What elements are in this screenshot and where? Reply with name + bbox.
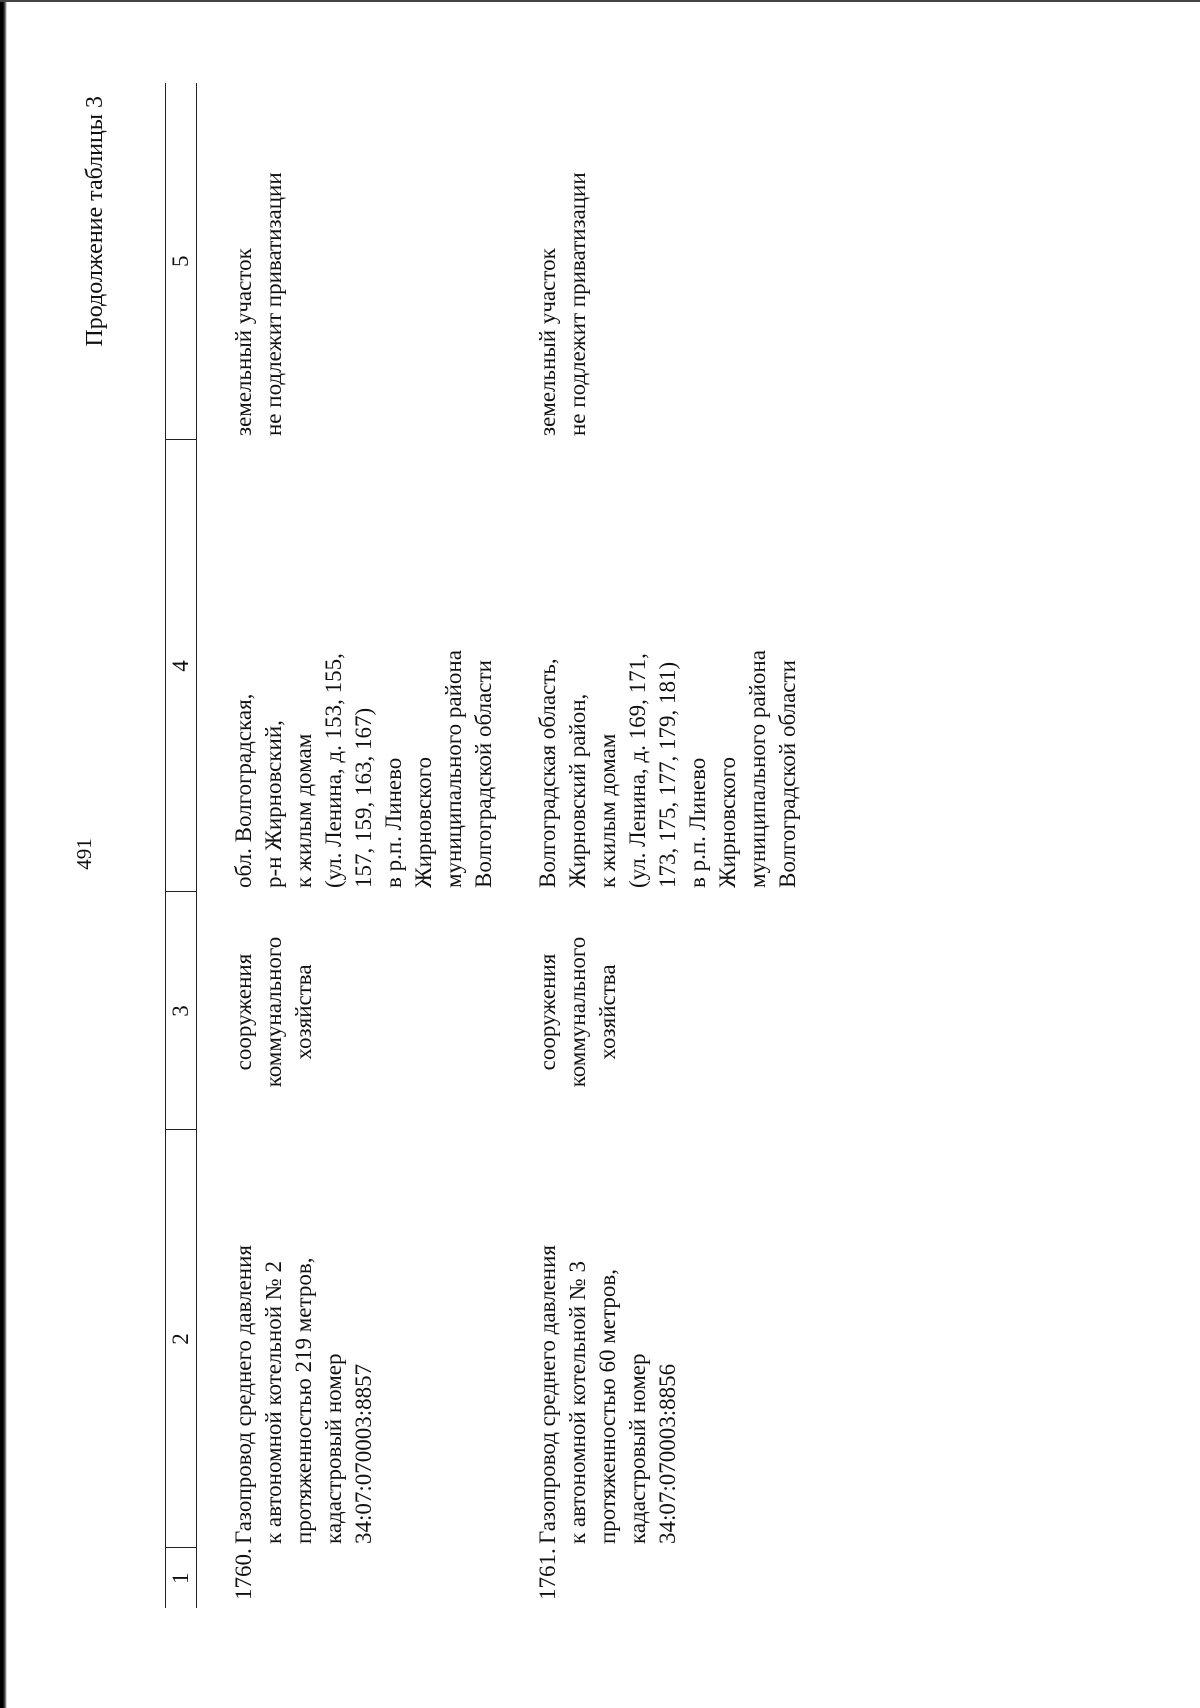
object-name-line: протяженностью 60 метров, (595, 1269, 620, 1544)
object-address-cell (499, 440, 803, 892)
object-category-line: сооружения (231, 953, 256, 1071)
header-col-1: 1 (166, 1548, 197, 1608)
object-name-line: кадастровый номер (625, 1353, 650, 1544)
object-address-line: муниципального района (441, 650, 466, 888)
object-address-line: Жирновский район, (565, 693, 590, 888)
object-address-line: р-н Жирновский, (261, 720, 286, 888)
header-col-2: 2 (166, 1130, 197, 1548)
object-note-line: не подлежит приватизации (565, 172, 590, 436)
object-address-line: 173, 175, 177, 179, 181) (655, 661, 680, 888)
object-name-line: 34:07:070003:8856 (655, 1363, 680, 1544)
object-note-line: не подлежит приватизации (261, 172, 286, 436)
row-number: 1761. (535, 1548, 560, 1600)
object-address-line: к жилым домам (595, 733, 620, 888)
object-address-line: Волгоградской области (471, 660, 496, 888)
object-name-line: 34:07:070003:8857 (351, 1363, 376, 1544)
object-category-cell (197, 892, 500, 1130)
object-name-cell (499, 1130, 803, 1548)
object-address-line: к жилым домам (291, 733, 316, 888)
row-number: 1760. (231, 1548, 256, 1600)
object-note-line: земельный участок (535, 248, 560, 436)
table-header-row (166, 83, 197, 1608)
object-name-line: Газопровод среднего давления (231, 1245, 256, 1544)
object-category-line: сооружения (535, 953, 560, 1071)
object-address-line: обл. Волгоградская, (231, 693, 256, 888)
object-address-line: муниципального района (745, 650, 770, 888)
object-address-line: (ул. Ленина, д. 153, 155, (321, 653, 346, 888)
table-row (197, 83, 500, 1608)
object-address-line: Жирновского (715, 756, 740, 888)
object-name-line: к автономной котельной № 3 (565, 1261, 590, 1544)
table-row (499, 83, 803, 1608)
object-address-line: (ул. Ленина, д. 169, 171, (625, 653, 650, 888)
object-category-cell (499, 892, 803, 1130)
object-name-line: протяженностью 219 метров, (291, 1257, 316, 1544)
object-category-line: коммунального (261, 936, 286, 1088)
object-address-line: Волгоградская область, (535, 658, 560, 888)
object-note-cell (499, 83, 803, 440)
object-address-line: в р.п. Линево (685, 757, 710, 888)
object-name-line: к автономной котельной № 2 (261, 1261, 286, 1544)
object-name-line: кадастровый номер (321, 1353, 346, 1544)
table-continuation-label: Продолжение таблицы 3 (82, 96, 108, 347)
object-address-line: Жирновского (411, 756, 436, 888)
object-category-line: хозяйства (291, 964, 316, 1060)
header-col-5: 5 (166, 83, 197, 440)
object-category-line: хозяйства (595, 964, 620, 1060)
object-note-line: земельный участок (231, 248, 256, 436)
object-address-cell (197, 440, 500, 892)
header-col-3: 3 (166, 892, 197, 1130)
object-address-line: в р.п. Линево (381, 757, 406, 888)
property-table (165, 83, 803, 1608)
object-category-line: коммунального (565, 936, 590, 1088)
header-col-4: 4 (166, 440, 197, 892)
object-name-line: Газопровод среднего давления (535, 1245, 560, 1544)
object-address-line: Волгоградской области (775, 660, 800, 888)
page-number: 491 (72, 838, 96, 870)
object-note-cell (197, 83, 500, 440)
object-address-line: 157, 159, 163, 167) (351, 707, 376, 888)
object-name-cell (197, 1130, 500, 1548)
